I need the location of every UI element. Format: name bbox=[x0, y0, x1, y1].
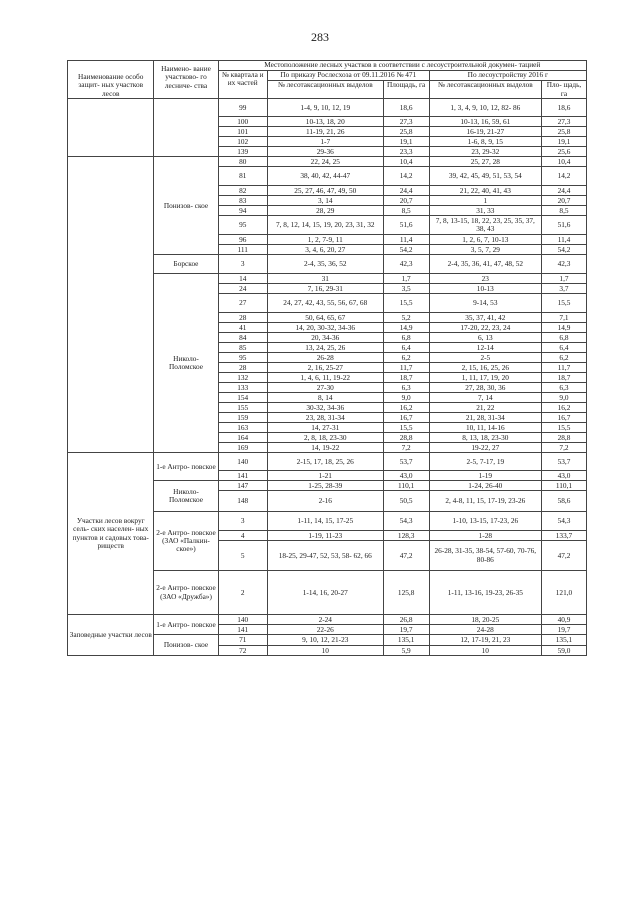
table-row bbox=[68, 615, 587, 625]
quarter-cell: 102 bbox=[218, 137, 267, 147]
sections-survey-cell: 26-28, 31-35, 38-54, 57-60, 70-76, 80-86 bbox=[429, 541, 541, 571]
sections-cell: 10-13, 18, 20 bbox=[267, 117, 383, 127]
header-sections: № лесотаксационных выделов bbox=[267, 81, 383, 99]
area-survey-cell: 27,3 bbox=[541, 117, 586, 127]
area-cell: 11,7 bbox=[383, 363, 429, 373]
area-survey-cell: 54,2 bbox=[541, 245, 586, 255]
sections-cell: 14, 27-31 bbox=[267, 423, 383, 433]
area-cell: 16,7 bbox=[383, 413, 429, 423]
quarter-cell: 133 bbox=[218, 383, 267, 393]
sections-cell: 3, 14 bbox=[267, 196, 383, 206]
area-cell: 51,6 bbox=[383, 216, 429, 235]
quarter-cell: 41 bbox=[218, 323, 267, 333]
sections-cell: 50, 64, 65, 67 bbox=[267, 313, 383, 323]
quarter-cell: 159 bbox=[218, 413, 267, 423]
sections-survey-cell: 6, 13 bbox=[429, 333, 541, 343]
header-sections-survey: № лесотаксационных выделов bbox=[429, 81, 541, 99]
area-cell: 24,4 bbox=[383, 186, 429, 196]
area-survey-cell: 16,7 bbox=[541, 413, 586, 423]
quarter-cell: 140 bbox=[218, 453, 267, 471]
area-survey-cell: 6,2 bbox=[541, 353, 586, 363]
area-cell: 16,2 bbox=[383, 403, 429, 413]
area-cell: 14,9 bbox=[383, 323, 429, 333]
sections-cell: 27-30 bbox=[267, 383, 383, 393]
quarter-cell: 95 bbox=[218, 353, 267, 363]
area-survey-cell: 9,0 bbox=[541, 393, 586, 403]
sections-survey-cell: 27, 28, 30, 36 bbox=[429, 383, 541, 393]
area-cell: 11,4 bbox=[383, 235, 429, 245]
table-row bbox=[68, 99, 587, 117]
quarter-cell: 163 bbox=[218, 423, 267, 433]
sections-cell: 8, 14 bbox=[267, 393, 383, 403]
sections-cell: 3, 4, 6, 20, 27 bbox=[267, 245, 383, 255]
area-survey-cell: 28,8 bbox=[541, 433, 586, 443]
forestry-nikolo-polomskoe: Николо- Поломское bbox=[154, 274, 218, 453]
sections-survey-cell: 7, 8, 13-15, 18, 22, 23, 25, 35, 37, 38, 43 bbox=[429, 216, 541, 235]
area-survey-cell: 1,7 bbox=[541, 274, 586, 284]
forestry-antropovskoe-2-druzhba: 2-е Антро- повское (ЗАО «Дружба») bbox=[154, 571, 218, 615]
header-protected-areas: Наименование особо защит- ных участков лесов bbox=[68, 61, 154, 99]
quarter-cell: 94 bbox=[218, 206, 267, 216]
area-survey-cell: 24,4 bbox=[541, 186, 586, 196]
sections-survey-cell: 1, 2, 6, 7, 10-13 bbox=[429, 235, 541, 245]
sections-survey-cell: 10 bbox=[429, 646, 541, 656]
sections-cell: 2-24 bbox=[267, 615, 383, 625]
quarter-cell: 83 bbox=[218, 196, 267, 206]
quarter-cell: 147 bbox=[218, 481, 267, 491]
area-cell: 135,1 bbox=[383, 635, 429, 646]
area-cell: 6,8 bbox=[383, 333, 429, 343]
quarter-cell: 71 bbox=[218, 635, 267, 646]
area-survey-cell: 19,1 bbox=[541, 137, 586, 147]
sections-survey-cell: 35, 37, 41, 42 bbox=[429, 313, 541, 323]
sections-cell: 2, 8, 18, 23-30 bbox=[267, 433, 383, 443]
area-survey-cell: 40,9 bbox=[541, 615, 586, 625]
sections-survey-cell: 1-10, 13-15, 17-23, 26 bbox=[429, 512, 541, 531]
page-number: 283 bbox=[311, 30, 329, 44]
area-survey-cell: 53,7 bbox=[541, 453, 586, 471]
area-survey-cell: 6,4 bbox=[541, 343, 586, 353]
area-survey-cell: 14,2 bbox=[541, 167, 586, 186]
quarter-cell: 96 bbox=[218, 235, 267, 245]
group-blank bbox=[68, 157, 154, 453]
sections-survey-cell: 9-14, 53 bbox=[429, 294, 541, 313]
sections-cell: 22, 24, 25 bbox=[267, 157, 383, 167]
area-cell: 28,8 bbox=[383, 433, 429, 443]
quarter-cell: 3 bbox=[218, 255, 267, 274]
area-survey-cell: 18,7 bbox=[541, 373, 586, 383]
quarter-cell: 5 bbox=[218, 541, 267, 571]
area-survey-cell: 59,0 bbox=[541, 646, 586, 656]
area-cell: 9,0 bbox=[383, 393, 429, 403]
sections-survey-cell: 7, 14 bbox=[429, 393, 541, 403]
group-reserve: Заповедные участки лесов bbox=[68, 615, 154, 656]
area-cell: 25,8 bbox=[383, 127, 429, 137]
area-survey-cell: 8,5 bbox=[541, 206, 586, 216]
area-cell: 6,2 bbox=[383, 353, 429, 363]
sections-cell: 2, 16, 25-27 bbox=[267, 363, 383, 373]
sections-cell: 1-7 bbox=[267, 137, 383, 147]
quarter-cell: 169 bbox=[218, 443, 267, 453]
quarter-cell: 28 bbox=[218, 313, 267, 323]
area-cell: 42,3 bbox=[383, 255, 429, 274]
sections-cell: 24, 27, 42, 43, 55, 56, 67, 68 bbox=[267, 294, 383, 313]
forest-plots-table bbox=[67, 60, 587, 656]
area-survey-cell: 54,3 bbox=[541, 512, 586, 531]
area-cell: 18,6 bbox=[383, 99, 429, 117]
area-survey-cell: 6,3 bbox=[541, 383, 586, 393]
sections-survey-cell: 2, 4-8, 11, 15, 17-19, 23-26 bbox=[429, 491, 541, 512]
area-survey-cell: 58,6 bbox=[541, 491, 586, 512]
sections-cell: 31 bbox=[267, 274, 383, 284]
sections-cell: 25, 27, 46, 47, 49, 50 bbox=[267, 186, 383, 196]
area-survey-cell: 110,1 bbox=[541, 481, 586, 491]
forestry-nikolo-polomskoe-2: Николо- Поломское bbox=[154, 481, 218, 512]
quarter-cell: 148 bbox=[218, 491, 267, 512]
sections-cell: 38, 40, 42, 44-47 bbox=[267, 167, 383, 186]
sections-survey-cell: 8, 13, 18, 23-30 bbox=[429, 433, 541, 443]
area-survey-cell: 6,8 bbox=[541, 333, 586, 343]
quarter-cell: 140 bbox=[218, 615, 267, 625]
area-survey-cell: 135,1 bbox=[541, 635, 586, 646]
sections-survey-cell: 1-19 bbox=[429, 471, 541, 481]
area-survey-cell: 51,6 bbox=[541, 216, 586, 235]
area-cell: 15,5 bbox=[383, 294, 429, 313]
area-cell: 10,4 bbox=[383, 157, 429, 167]
area-cell: 125,8 bbox=[383, 571, 429, 615]
area-survey-cell: 15,5 bbox=[541, 423, 586, 433]
sections-cell: 14, 19-22 bbox=[267, 443, 383, 453]
sections-survey-cell: 2-5, 7-17, 19 bbox=[429, 453, 541, 471]
protective-blank-top bbox=[68, 99, 154, 157]
sections-survey-cell: 1-11, 13-16, 19-23, 26-35 bbox=[429, 571, 541, 615]
sections-survey-cell: 18, 20-25 bbox=[429, 615, 541, 625]
quarter-cell: 14 bbox=[218, 274, 267, 284]
sections-cell: 1, 4, 6, 11, 19-22 bbox=[267, 373, 383, 383]
forestry-ponizovskoe: Понизов- ское bbox=[154, 157, 218, 255]
quarter-cell: 111 bbox=[218, 245, 267, 255]
area-survey-cell: 14,9 bbox=[541, 323, 586, 333]
sections-cell: 30-32, 34-36 bbox=[267, 403, 383, 413]
sections-survey-cell: 17-20, 22, 23, 24 bbox=[429, 323, 541, 333]
forestry-antropovskoe-1: 1-е Антро- повское bbox=[154, 453, 218, 481]
sections-cell: 1-25, 28-39 bbox=[267, 481, 383, 491]
area-survey-cell: 7,1 bbox=[541, 313, 586, 323]
sections-survey-cell: 12, 17-19, 21, 23 bbox=[429, 635, 541, 646]
sections-survey-cell: 31, 33 bbox=[429, 206, 541, 216]
quarter-cell: 27 bbox=[218, 294, 267, 313]
quarter-cell: 82 bbox=[218, 186, 267, 196]
sections-cell: 1-11, 14, 15, 17-25 bbox=[267, 512, 383, 531]
sections-cell: 26-28 bbox=[267, 353, 383, 363]
quarter-cell: 72 bbox=[218, 646, 267, 656]
sections-cell: 23, 28, 31-34 bbox=[267, 413, 383, 423]
sections-survey-cell: 1, 11, 17, 19, 20 bbox=[429, 373, 541, 383]
area-cell: 54,2 bbox=[383, 245, 429, 255]
sections-cell: 1-19, 11-23 bbox=[267, 531, 383, 541]
group-protective: Участки лесов вокруг сель- ских населен- ных пунктов и садовых това- риществ bbox=[68, 453, 154, 615]
area-survey-cell: 43,0 bbox=[541, 471, 586, 481]
sections-survey-cell: 10-13 bbox=[429, 284, 541, 294]
sections-survey-cell: 2, 15, 16, 25, 26 bbox=[429, 363, 541, 373]
quarter-cell: 95 bbox=[218, 216, 267, 235]
area-cell: 19,7 bbox=[383, 625, 429, 635]
area-survey-cell: 25,6 bbox=[541, 147, 586, 157]
area-cell: 3,5 bbox=[383, 284, 429, 294]
sections-cell: 13, 24, 25, 26 bbox=[267, 343, 383, 353]
header-forestry-district: Наимено- вание участково- го лесниче- ства bbox=[154, 61, 218, 99]
quarter-cell: 141 bbox=[218, 471, 267, 481]
area-survey-cell: 10,4 bbox=[541, 157, 586, 167]
area-cell: 27,3 bbox=[383, 117, 429, 127]
sections-cell: 29-36 bbox=[267, 147, 383, 157]
sections-survey-cell: 12-14 bbox=[429, 343, 541, 353]
quarter-cell: 100 bbox=[218, 117, 267, 127]
sections-cell: 28, 29 bbox=[267, 206, 383, 216]
area-cell: 6,4 bbox=[383, 343, 429, 353]
area-cell: 128,3 bbox=[383, 531, 429, 541]
area-survey-cell: 47,2 bbox=[541, 541, 586, 571]
sections-survey-cell: 39, 42, 45, 49, 51, 53, 54 bbox=[429, 167, 541, 186]
sections-cell: 7, 16, 29-31 bbox=[267, 284, 383, 294]
area-survey-cell: 11,7 bbox=[541, 363, 586, 373]
quarter-cell: 155 bbox=[218, 403, 267, 413]
area-survey-cell: 25,8 bbox=[541, 127, 586, 137]
sections-survey-cell: 1-6, 8, 9, 15 bbox=[429, 137, 541, 147]
forestry-antropovskoe-2-palkinskoe: 2-е Антро- повское (ЗАО «Палкин- ское») bbox=[154, 512, 218, 571]
area-cell: 110,1 bbox=[383, 481, 429, 491]
header-area-survey: Пло- щадь, га bbox=[541, 81, 586, 99]
sections-cell: 2-4, 35, 36, 52 bbox=[267, 255, 383, 274]
sections-survey-cell: 21, 22 bbox=[429, 403, 541, 413]
area-survey-cell: 16,2 bbox=[541, 403, 586, 413]
quarter-cell: 84 bbox=[218, 333, 267, 343]
area-survey-cell: 7,2 bbox=[541, 443, 586, 453]
quarter-cell: 2 bbox=[218, 571, 267, 615]
table-row bbox=[68, 157, 587, 167]
area-survey-cell: 18,6 bbox=[541, 99, 586, 117]
sections-cell: 22-26 bbox=[267, 625, 383, 635]
header-location: Местоположение лесных участков в соответствии с лесоустроительной докумен- тацией bbox=[218, 61, 587, 71]
sections-cell: 18-25, 29-47, 52, 53, 58- 62, 66 bbox=[267, 541, 383, 571]
quarter-cell: 4 bbox=[218, 531, 267, 541]
sections-survey-cell: 25, 27, 28 bbox=[429, 157, 541, 167]
sections-cell: 1-14, 16, 20-27 bbox=[267, 571, 383, 615]
quarter-cell: 3 bbox=[218, 512, 267, 531]
area-cell: 1,7 bbox=[383, 274, 429, 284]
header-area: Площадь, га bbox=[383, 81, 429, 99]
area-cell: 14,2 bbox=[383, 167, 429, 186]
sections-cell: 14, 20, 30-32, 34-36 bbox=[267, 323, 383, 333]
sections-survey-cell: 1 bbox=[429, 196, 541, 206]
area-survey-cell: 19,7 bbox=[541, 625, 586, 635]
sections-cell: 1-21 bbox=[267, 471, 383, 481]
quarter-cell: 132 bbox=[218, 373, 267, 383]
area-survey-cell: 121,0 bbox=[541, 571, 586, 615]
area-cell: 5,9 bbox=[383, 646, 429, 656]
sections-cell: 1-4, 9, 10, 12, 19 bbox=[267, 99, 383, 117]
area-cell: 5,2 bbox=[383, 313, 429, 323]
sections-survey-cell: 2-4, 35, 36, 41, 47, 48, 52 bbox=[429, 255, 541, 274]
sections-survey-cell: 1-24, 26-40 bbox=[429, 481, 541, 491]
quarter-cell: 99 bbox=[218, 99, 267, 117]
sections-survey-cell: 21, 28, 31-34 bbox=[429, 413, 541, 423]
area-cell: 15,5 bbox=[383, 423, 429, 433]
sections-cell: 9, 10, 12, 21-23 bbox=[267, 635, 383, 646]
area-cell: 18,7 bbox=[383, 373, 429, 383]
sections-cell: 2-15, 17, 18, 25, 26 bbox=[267, 453, 383, 471]
area-cell: 19,1 bbox=[383, 137, 429, 147]
forestry-antropovskoe-1b: 1-е Антро- повское bbox=[154, 615, 218, 635]
sections-survey-cell: 2-5 bbox=[429, 353, 541, 363]
area-cell: 8,5 bbox=[383, 206, 429, 216]
forestry-blank-top bbox=[154, 99, 218, 157]
sections-cell: 7, 8, 12, 14, 15, 19, 20, 23, 31, 32 bbox=[267, 216, 383, 235]
header-order: По приказу Рослесхоза от 09.11.2016 № 471 bbox=[267, 71, 429, 81]
sections-survey-cell: 23 bbox=[429, 274, 541, 284]
area-survey-cell: 15,5 bbox=[541, 294, 586, 313]
sections-survey-cell: 16-19, 21-27 bbox=[429, 127, 541, 137]
quarter-cell: 101 bbox=[218, 127, 267, 137]
area-cell: 20,7 bbox=[383, 196, 429, 206]
forestry-ponizovskoe-2: Понизов- ское bbox=[154, 635, 218, 656]
sections-survey-cell: 1, 3, 4, 9, 10, 12, 82- 86 bbox=[429, 99, 541, 117]
sections-survey-cell: 10-13, 16, 59, 61 bbox=[429, 117, 541, 127]
area-cell: 53,7 bbox=[383, 453, 429, 471]
area-cell: 47,2 bbox=[383, 541, 429, 571]
quarter-cell: 28 bbox=[218, 363, 267, 373]
area-cell: 50,5 bbox=[383, 491, 429, 512]
area-survey-cell: 3,7 bbox=[541, 284, 586, 294]
sections-survey-cell: 23, 29-32 bbox=[429, 147, 541, 157]
area-survey-cell: 42,3 bbox=[541, 255, 586, 274]
forestry-borskoe: Борское bbox=[154, 255, 218, 274]
area-cell: 7,2 bbox=[383, 443, 429, 453]
header-quarter: № квартала и их частей bbox=[218, 71, 267, 99]
quarter-cell: 141 bbox=[218, 625, 267, 635]
sections-survey-cell: 19-22, 27 bbox=[429, 443, 541, 453]
area-cell: 6,3 bbox=[383, 383, 429, 393]
sections-cell: 2-16 bbox=[267, 491, 383, 512]
sections-survey-cell: 3, 5, 7, 29 bbox=[429, 245, 541, 255]
sections-cell: 11-19, 21, 26 bbox=[267, 127, 383, 137]
area-cell: 43,0 bbox=[383, 471, 429, 481]
area-survey-cell: 133,7 bbox=[541, 531, 586, 541]
area-cell: 23,3 bbox=[383, 147, 429, 157]
quarter-cell: 81 bbox=[218, 167, 267, 186]
area-survey-cell: 20,7 bbox=[541, 196, 586, 206]
quarter-cell: 80 bbox=[218, 157, 267, 167]
table-body bbox=[68, 99, 587, 656]
area-cell: 26,8 bbox=[383, 615, 429, 625]
sections-survey-cell: 21, 22, 40, 41, 43 bbox=[429, 186, 541, 196]
quarter-cell: 164 bbox=[218, 433, 267, 443]
sections-survey-cell: 1-28 bbox=[429, 531, 541, 541]
sections-cell: 20, 34-36 bbox=[267, 333, 383, 343]
sections-survey-cell: 10, 11, 14-16 bbox=[429, 423, 541, 433]
table-row bbox=[68, 453, 587, 471]
area-cell: 54,3 bbox=[383, 512, 429, 531]
quarter-cell: 139 bbox=[218, 147, 267, 157]
sections-cell: 1, 2, 7-9, 11 bbox=[267, 235, 383, 245]
quarter-cell: 85 bbox=[218, 343, 267, 353]
quarter-cell: 24 bbox=[218, 284, 267, 294]
sections-cell: 10 bbox=[267, 646, 383, 656]
sections-survey-cell: 24-28 bbox=[429, 625, 541, 635]
quarter-cell: 154 bbox=[218, 393, 267, 403]
header-survey: По лесоустройству 2016 г bbox=[429, 71, 586, 81]
area-survey-cell: 11,4 bbox=[541, 235, 586, 245]
